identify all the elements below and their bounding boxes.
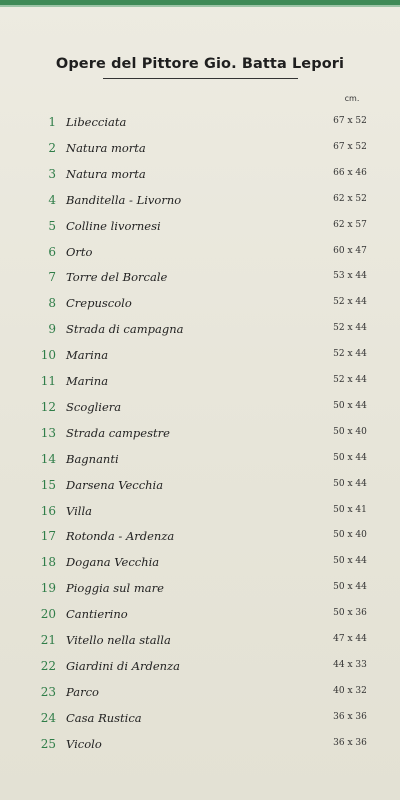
- work-title: Banditella - Livorno: [66, 192, 182, 207]
- work-title: Darsena Vecchia: [66, 477, 164, 492]
- work-title: Marina: [66, 348, 109, 363]
- work-row: [0, 242, 400, 262]
- work-row: [0, 138, 400, 158]
- work-title: Dogana Vecchia: [66, 555, 160, 570]
- work-dimensions: 52 x 44: [333, 323, 367, 334]
- work-title: Natura morta: [66, 140, 146, 155]
- work-title: Libecciata: [66, 115, 127, 129]
- unit-label: cm.: [344, 94, 360, 103]
- work-title: Natura morta: [66, 166, 146, 181]
- work-number: 9: [48, 322, 56, 337]
- work-title: Bagnanti: [66, 451, 119, 466]
- work-number: 4: [48, 192, 56, 207]
- work-number: 25: [40, 736, 56, 751]
- work-number: 2: [48, 140, 56, 155]
- work-number: 13: [40, 425, 56, 440]
- work-title: Strada campestre: [66, 425, 170, 440]
- page-title: Opere del Pittore Gio. Batta Lepori: [55, 56, 345, 72]
- work-dimensions: 50 x 36: [333, 608, 367, 619]
- work-row: [0, 501, 400, 521]
- work-dimensions: 50 x 44: [333, 400, 367, 411]
- work-row: [0, 190, 400, 210]
- work-number: 16: [40, 503, 56, 518]
- work-dimensions: 50 x 44: [333, 452, 367, 463]
- work-number: 15: [40, 477, 56, 492]
- work-row: [0, 423, 400, 443]
- work-number: 20: [40, 607, 56, 622]
- work-dimensions: 52 x 44: [333, 297, 367, 308]
- work-number: 1: [48, 115, 56, 129]
- work-number: 10: [40, 348, 56, 363]
- work-row: [0, 630, 400, 650]
- work-number: 23: [40, 684, 56, 699]
- work-number: 7: [48, 270, 56, 285]
- work-number: 22: [40, 658, 56, 673]
- work-title: Cantierino: [66, 607, 128, 622]
- work-row: [0, 319, 400, 339]
- work-number: 12: [40, 399, 56, 414]
- work-dimensions: 50 x 44: [333, 582, 367, 593]
- work-row: [0, 578, 400, 598]
- work-dimensions: 44 x 33: [333, 659, 367, 670]
- work-row: [0, 345, 400, 365]
- work-title: Casa Rustica: [66, 710, 142, 725]
- work-dimensions: 47 x 44: [333, 634, 367, 644]
- work-dimensions: 62 x 57: [333, 219, 367, 230]
- work-dimensions: 50 x 44: [333, 556, 367, 567]
- work-title: Strada di campagna: [66, 322, 184, 337]
- work-row: [0, 449, 400, 469]
- work-row: [0, 267, 400, 287]
- work-number: 5: [48, 218, 56, 233]
- work-dimensions: 50 x 44: [333, 478, 367, 489]
- work-dimensions: 36 x 36: [333, 711, 367, 722]
- work-row: [0, 656, 400, 676]
- work-row: [0, 526, 400, 546]
- work-number: 8: [48, 296, 56, 311]
- work-number: 19: [40, 581, 56, 596]
- work-number: 14: [40, 451, 56, 466]
- work-dimensions: 60 x 47: [333, 245, 367, 256]
- work-number: 11: [40, 374, 56, 388]
- work-row: [0, 604, 400, 624]
- work-row: [0, 397, 400, 417]
- work-title: Orto: [66, 244, 93, 259]
- title-underline: [103, 78, 298, 79]
- work-dimensions: 50 x 40: [333, 426, 367, 437]
- work-row: [0, 371, 400, 391]
- work-row: [0, 734, 400, 754]
- work-row: [0, 475, 400, 495]
- work-dimensions: 50 x 41: [333, 504, 367, 515]
- work-number: 24: [40, 710, 56, 725]
- work-title: Marina: [66, 374, 109, 388]
- work-dimensions: 50 x 40: [333, 530, 367, 541]
- work-dimensions: 62 x 52: [333, 193, 367, 204]
- work-title: Vicolo: [66, 736, 102, 751]
- work-title: Scogliera: [66, 399, 122, 414]
- work-dimensions: 67 x 52: [333, 116, 367, 126]
- work-row: [0, 164, 400, 184]
- work-title: Rotonda - Ardenza: [66, 529, 175, 544]
- work-row: [0, 682, 400, 702]
- work-title: Parco: [66, 684, 99, 699]
- work-title: Vitello nella stalla: [66, 633, 171, 647]
- work-number: 3: [48, 166, 56, 181]
- work-title: Pioggia sul mare: [66, 581, 164, 596]
- work-dimensions: 66 x 46: [333, 167, 367, 178]
- work-row: [0, 293, 400, 313]
- top-green-rule-light: [0, 5, 400, 7]
- work-number: 6: [48, 244, 56, 259]
- work-title: Villa: [66, 503, 92, 518]
- work-number: 18: [40, 555, 56, 570]
- work-title: Colline livornesi: [66, 218, 161, 233]
- work-title: Giardini di Ardenza: [66, 658, 180, 673]
- work-row: [0, 216, 400, 236]
- work-title: Torre del Borcale: [66, 270, 168, 285]
- work-dimensions: 67 x 52: [333, 141, 367, 152]
- work-row: [0, 552, 400, 572]
- work-row: [0, 708, 400, 728]
- work-dimensions: 36 x 36: [333, 737, 367, 748]
- work-dimensions: 52 x 44: [333, 375, 367, 385]
- work-row: [0, 112, 400, 132]
- work-dimensions: 40 x 32: [333, 685, 367, 696]
- work-dimensions: 53 x 44: [333, 271, 367, 282]
- work-number: 21: [40, 633, 56, 647]
- work-title: Crepuscolo: [66, 296, 132, 311]
- work-dimensions: 52 x 44: [333, 349, 367, 360]
- work-number: 17: [40, 529, 56, 544]
